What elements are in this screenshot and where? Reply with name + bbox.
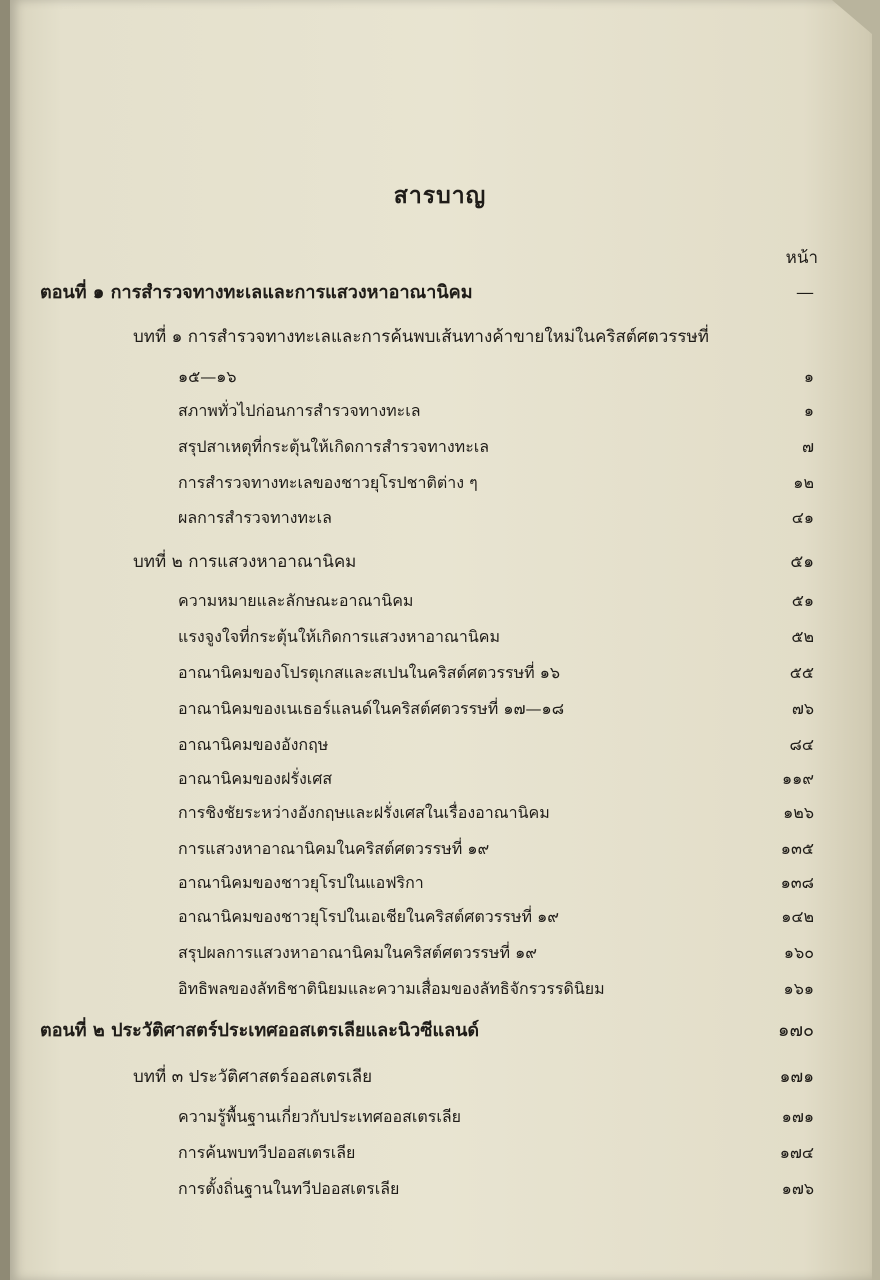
toc-entry-title: สรุปสาเหตุที่กระตุ้นให้เกิดการสำรวจทางทะเล (178, 437, 490, 456)
toc-entry-page-number: ๔๑ (791, 508, 814, 527)
toc-entry-page-number: ๑๖๐ (783, 943, 814, 962)
toc-entry-section (178, 468, 814, 498)
toc-entry-section (178, 974, 814, 1004)
toc-entry-title: บทที่ ๒ การแสวงหาอาณานิคม (133, 552, 357, 572)
toc-entry-title: ผลการสำรวจทางทะเล (178, 508, 332, 527)
toc-entry-page-number: ๑๗๑ (779, 1067, 814, 1087)
toc-entry-page-number: ๕๑ (790, 552, 814, 572)
toc-entry-page-number: ๑ (803, 401, 814, 420)
toc-entry-title: การชิงชัยระหว่างอังกฤษและฝรั่งเศสในเรื่องอาณานิคม (178, 803, 550, 822)
toc-entry-page-number: ๑๗๑ (781, 1107, 814, 1126)
toc-entry-page-number: — (796, 282, 814, 303)
toc-entry-part (40, 278, 814, 308)
toc-entry-section (178, 730, 814, 760)
toc-entry-page-number: ๘๔ (789, 735, 814, 754)
toc-entry-page-number: ๕๒ (791, 627, 814, 646)
toc-entry-page-number: ๑๑๙ (781, 769, 814, 788)
toc-entry-section (178, 902, 814, 932)
toc-entry-title: การค้นพบทวีปออสเตรเลีย (178, 1143, 356, 1162)
toc-entry-page-number: ๑๔๒ (781, 907, 814, 926)
toc-entry-title: ความหมายและลักษณะอาณานิคม (178, 591, 414, 610)
toc-entry-section (178, 764, 814, 794)
toc-entry-chapter (133, 1062, 814, 1092)
toc-entry-title: ความรู้พื้นฐานเกี่ยวกับประเทศออสเตรเลีย (178, 1107, 462, 1126)
toc-entry-page-number: ๑๖๑ (783, 979, 814, 998)
toc-entry-section (178, 503, 814, 533)
page-column-header: หน้า (785, 248, 818, 268)
toc-entry-title: อาณานิคมของชาวยุโรปในเอเชียในคริสต์ศตวรรษที่ ๑๙ (178, 907, 560, 926)
toc-entry-section (178, 798, 814, 828)
toc-entry-title: อิทธิพลของลัทธิชาตินิยมและความเสื่อมของลัทธิจักรวรรดินิยม (178, 979, 605, 998)
toc-entry-section (178, 694, 814, 724)
toc-entry-chapter (133, 547, 814, 577)
folded-corner (832, 0, 872, 34)
toc-entry-title: การสำรวจทางทะเลของชาวยุโรปชาติต่าง ๆ (178, 473, 478, 492)
toc-entry-section (178, 586, 814, 616)
toc-entry-page-number: ๑๒ (793, 473, 814, 492)
toc-entry-page-number: ๗๖ (791, 699, 814, 718)
toc-entry-title: อาณานิคมของอังกฤษ (178, 735, 329, 754)
toc-entry-title: สภาพทั่วไปก่อนการสำรวจทางทะเล (178, 401, 421, 420)
toc-entry-title: การตั้งถิ่นฐานในทวีปออสเตรเลีย (178, 1179, 400, 1198)
toc-entry-title: การแสวงหาอาณานิคมในคริสต์ศตวรรษที่ ๑๙ (178, 839, 490, 858)
toc-entry-part (40, 1016, 814, 1046)
toc-entry-section (178, 1174, 814, 1204)
toc-entry-section (178, 658, 814, 688)
toc-entry-title: อาณานิคมของฝรั่งเศส (178, 769, 333, 788)
toc-entry-page-number: ๑๓๘ (780, 873, 814, 892)
toc-entry-page-number: ๕๕ (789, 663, 814, 682)
toc-entry-title: ตอนที่ ๒ ประวัติศาสตร์ประเทศออสเตรเลียและนิวซีแลนด์ (40, 1020, 480, 1041)
toc-entry-title: ๑๕—๑๖ (178, 367, 237, 386)
toc-entry-cont (178, 362, 814, 392)
toc-entry-page-number: ๑๒๖ (783, 803, 814, 822)
toc-entry-title: อาณานิคมของโปรตุเกสและสเปนในคริสต์ศตวรรษที่ ๑๖ (178, 663, 561, 682)
toc-entry-section (178, 1138, 814, 1168)
toc-entry-section (178, 938, 814, 968)
toc-entry-title: อาณานิคมของเนเธอร์แลนด์ในคริสต์ศตวรรษที่ ๑๗—๑๘ (178, 699, 565, 718)
toc-entry-title: บทที่ ๓ ประวัติศาสตร์ออสเตรเลีย (133, 1067, 373, 1087)
toc-entry-title: แรงจูงใจที่กระตุ้นให้เกิดการแสวงหาอาณานิคม (178, 627, 501, 646)
toc-entry-section (178, 1102, 814, 1132)
toc-entry-page-number: ๕๑ (791, 591, 814, 610)
toc-entry-page-number: ๑๗๔ (779, 1143, 814, 1162)
toc-entry-section (178, 622, 814, 652)
toc-entry-page-number: ๑ (803, 367, 814, 386)
toc-entry-page-number: ๑๗๖ (781, 1179, 814, 1198)
toc-entry-page-number: ๑๓๕ (780, 839, 814, 858)
toc-entry-page-number: ๗ (801, 437, 814, 456)
toc-entry-title: สรุปผลการแสวงหาอาณานิคมในคริสต์ศตวรรษที่ ๑๙ (178, 943, 537, 962)
toc-entry-title: อาณานิคมของชาวยุโรปในแอฟริกา (178, 873, 424, 892)
toc-entry-section (178, 432, 814, 462)
toc-entry-section (178, 396, 814, 426)
toc-entry-chapter (133, 322, 814, 352)
toc-entry-title: ตอนที่ ๑ การสำรวจทางทะเลและการแสวงหาอาณานิคม (40, 282, 473, 303)
toc-entry-title: บทที่ ๑ การสำรวจทางทะเลและการค้นพบเส้นทางค้าขายใหม่ในคริสต์ศตวรรษที่ (133, 327, 709, 347)
toc-entry-page-number: ๑๗๐ (778, 1020, 814, 1041)
toc-entry-section (178, 868, 814, 898)
toc-title: สารบาญ (393, 182, 487, 209)
toc-entry-section (178, 834, 814, 864)
